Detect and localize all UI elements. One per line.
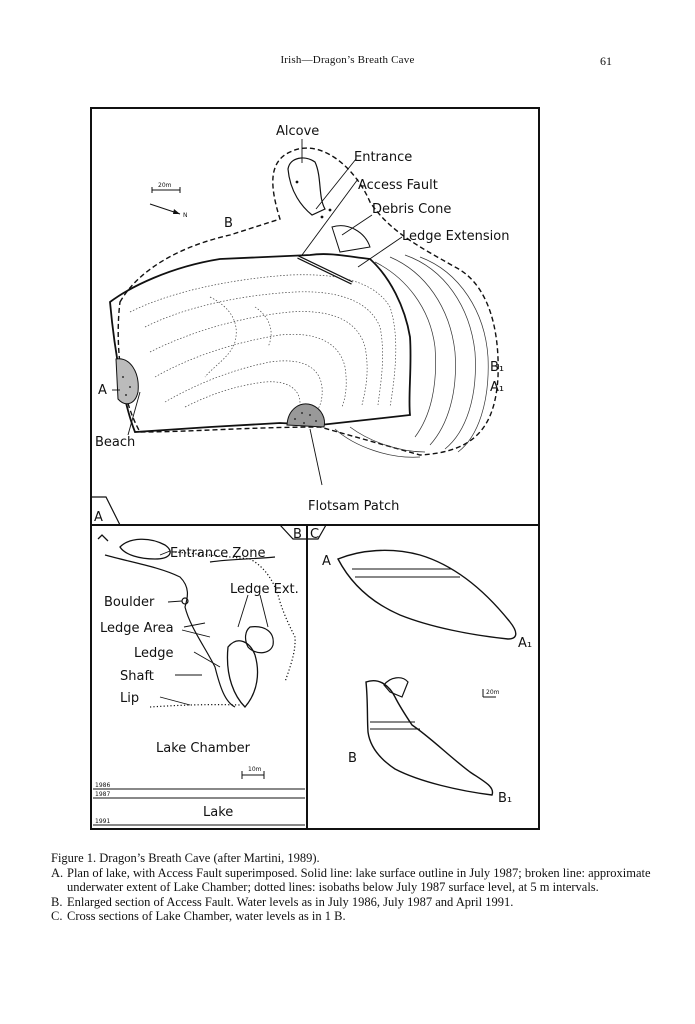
caption-item-a xyxy=(51,866,651,895)
water-level-1986: 1986 xyxy=(95,782,111,789)
label-ledge-extension: Ledge Extension xyxy=(402,229,510,244)
caption-text: Enlarged section of Access Fault. Water levels as in July 1986, July 1987 and April 1991. xyxy=(67,894,514,909)
caption-letter: A. xyxy=(51,865,64,880)
label-lake-chamber: Lake Chamber xyxy=(156,741,250,756)
section-b-outline xyxy=(366,681,493,795)
section-a-outline xyxy=(338,550,516,639)
panel-b-letter: B xyxy=(293,527,302,542)
beach-patch xyxy=(116,359,138,404)
caption-text: Plan of lake, with Access Fault superimposed. Solid line: lake surface outline in July 1987; broken line: approximate underwater extent of Lake Chamber; dotted lines: isobaths below July 1987 surface level, at 5 m intervals. xyxy=(67,865,651,895)
label-b: B xyxy=(224,216,233,231)
label-boulder: Boulder xyxy=(104,595,155,610)
label-ledge-ext: Ledge Ext. xyxy=(230,582,299,597)
caption-letter: B. xyxy=(51,894,63,909)
caption-title: Figure 1. Dragon’s Breath Cave (after Martini, 1989). xyxy=(51,851,320,865)
label-ledge: Ledge xyxy=(134,646,174,661)
running-head xyxy=(0,54,695,72)
north-label: N xyxy=(183,212,188,219)
panel-c-letter: C xyxy=(310,527,320,542)
label-alcove: Alcove xyxy=(276,124,320,139)
label-beach: Beach xyxy=(95,435,136,450)
section-b-label: B xyxy=(348,751,357,766)
figure-drawing xyxy=(90,107,540,830)
section-a-label: A xyxy=(322,554,331,569)
figure-frame xyxy=(91,108,539,829)
caption-item-c xyxy=(51,909,651,924)
section-b1-label: B₁ xyxy=(498,791,513,806)
isobaths xyxy=(130,275,396,412)
label-a: A xyxy=(98,383,107,398)
label-flotsam-patch: Flotsam Patch xyxy=(308,499,400,514)
label-entrance: Entrance xyxy=(354,150,413,165)
label-b1: B₁ xyxy=(490,360,505,375)
label-lip: Lip xyxy=(120,691,140,706)
label-debris-cone: Debris Cone xyxy=(372,202,452,217)
label-access-fault: Access Fault xyxy=(358,178,438,193)
lake-surface-outline xyxy=(110,254,411,432)
water-level-1987: 1987 xyxy=(95,791,111,798)
panel-c-cross-sections xyxy=(307,525,532,806)
caption-letter: C. xyxy=(51,909,63,924)
panel-b-scale-label: 10m xyxy=(248,766,262,773)
panel-a-scale-label: 20m xyxy=(158,182,172,189)
outer-contours xyxy=(335,255,488,457)
label-shaft: Shaft xyxy=(120,669,154,684)
label-ledge-area: Ledge Area xyxy=(100,621,174,636)
panel-c-scale-label: 20m xyxy=(486,689,500,696)
panel-a-plan xyxy=(91,124,509,525)
section-a1-label: A₁ xyxy=(518,636,533,651)
caption-item-b xyxy=(51,895,651,910)
label-entrance-zone: Entrance Zone xyxy=(170,546,266,561)
figure-1 xyxy=(90,107,540,830)
panel-a-letter: A xyxy=(94,510,103,525)
label-lake: Lake xyxy=(203,805,234,820)
caption-text: Cross sections of Lake Chamber, water levels as in 1 B. xyxy=(67,909,346,924)
figure-caption xyxy=(51,851,651,924)
alcove-outline xyxy=(288,158,325,215)
debris-cone-outline xyxy=(332,226,370,252)
page-number: 61 xyxy=(600,54,612,68)
running-title: Irish—Dragon’s Breath Cave xyxy=(280,54,415,66)
label-a1: A₁ xyxy=(490,380,505,395)
panel-b-access-fault xyxy=(93,525,307,825)
water-level-1991: 1991 xyxy=(95,818,111,825)
